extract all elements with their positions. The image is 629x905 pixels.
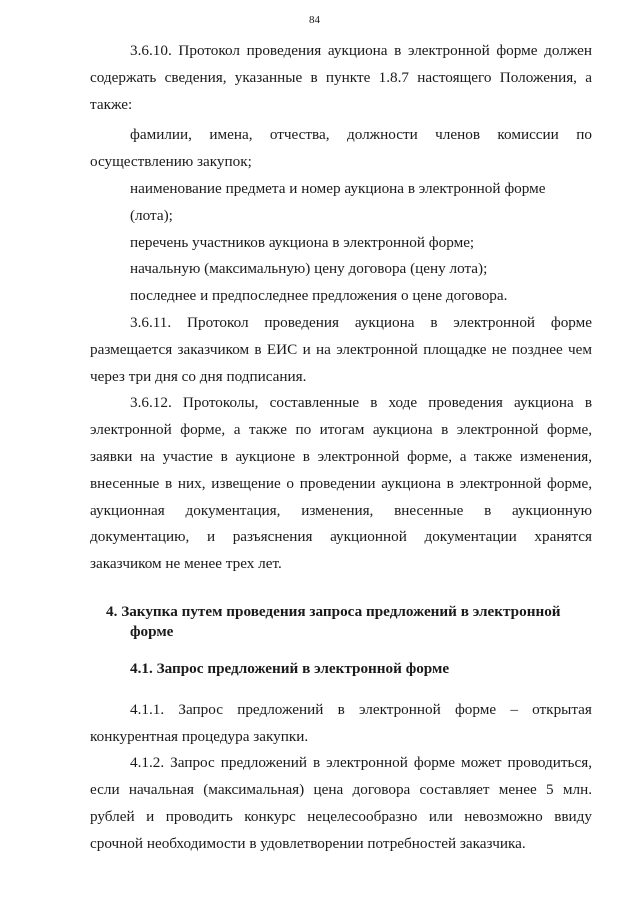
word: электронной [359,700,441,718]
word: – [510,700,518,718]
paragraph-4-1-2: 4.1.2. Запрос предложений в электронной форме может проводиться, если начальная (максимальная) цена договора составляет менее 5 млн. рублей и проводить конкурс нецелесообразно или невозможно ввиду срочной необходимости в удовлетворении потребностей заказчика. [90,754,592,852]
section-4-title: 4. Закупка путем проведения запроса предложений в электронной форме [106,602,561,640]
paragraph-3-6-12: 3.6.12. Протоколы, составленные в ходе проведения аукциона в электронной форме, а также по итогам аукциона в электронной форме, заявки на участие в аукционе в электронной форме, а также изменения, внесенные в них, извещение о проведении аукциона в электронной форме, аукционная документация, изменения, внесенные в аукционную документацию, и разъяснения аукционной документации хранятся заказчиком не менее трех лет. [90,394,592,573]
document-body [90,38,592,858]
list-item-last-offers: последнее и предпоследнее предложения о цене договора. [130,287,508,305]
list-item-commission-members-cont: осуществлению закупок; [90,153,252,171]
word: в [337,700,345,718]
section-4-1-title: 4.1. Запрос предложений в электронной форме [130,659,450,677]
word: имена, [209,126,253,144]
paragraph-4-1-1-line1 [90,697,592,724]
word: должности [346,126,418,144]
word: комиссии [497,126,559,144]
list-item-subject-name: наименование предмета и номер аукциона в электронной форме (лота); [130,179,546,224]
word: 4.1.1. [130,700,165,718]
paragraph-3-6-10: 3.6.10. Протокол проведения аукциона в электронной форме должен содержать сведения, указанные в пункте 1.8.7 настоящего Положения, а также: [90,42,592,113]
word: по [576,126,592,144]
word: форме [454,700,497,718]
page-number: 84 [309,14,320,26]
list-item-commission-members [90,122,592,149]
word: открытая [532,700,592,718]
list-item-participants: перечень участников аукциона в электронной форме; [130,233,475,251]
paragraph-4-1-1-cont: конкурентная процедура закупки. [90,727,309,745]
word: Запрос [178,700,223,718]
word: членов [435,126,481,144]
word: предложений [237,700,324,718]
word: отчества, [269,126,330,144]
paragraph-3-6-11: 3.6.11. Протокол проведения аукциона в электронной форме размещается заказчиком в ЕИС и на электронной площадке не позднее чем через три дня со дня подписания. [90,313,592,385]
word: фамилии, [130,126,192,144]
list-item-initial-price: начальную (максимальную) цену договора (цену лота); [130,260,488,278]
